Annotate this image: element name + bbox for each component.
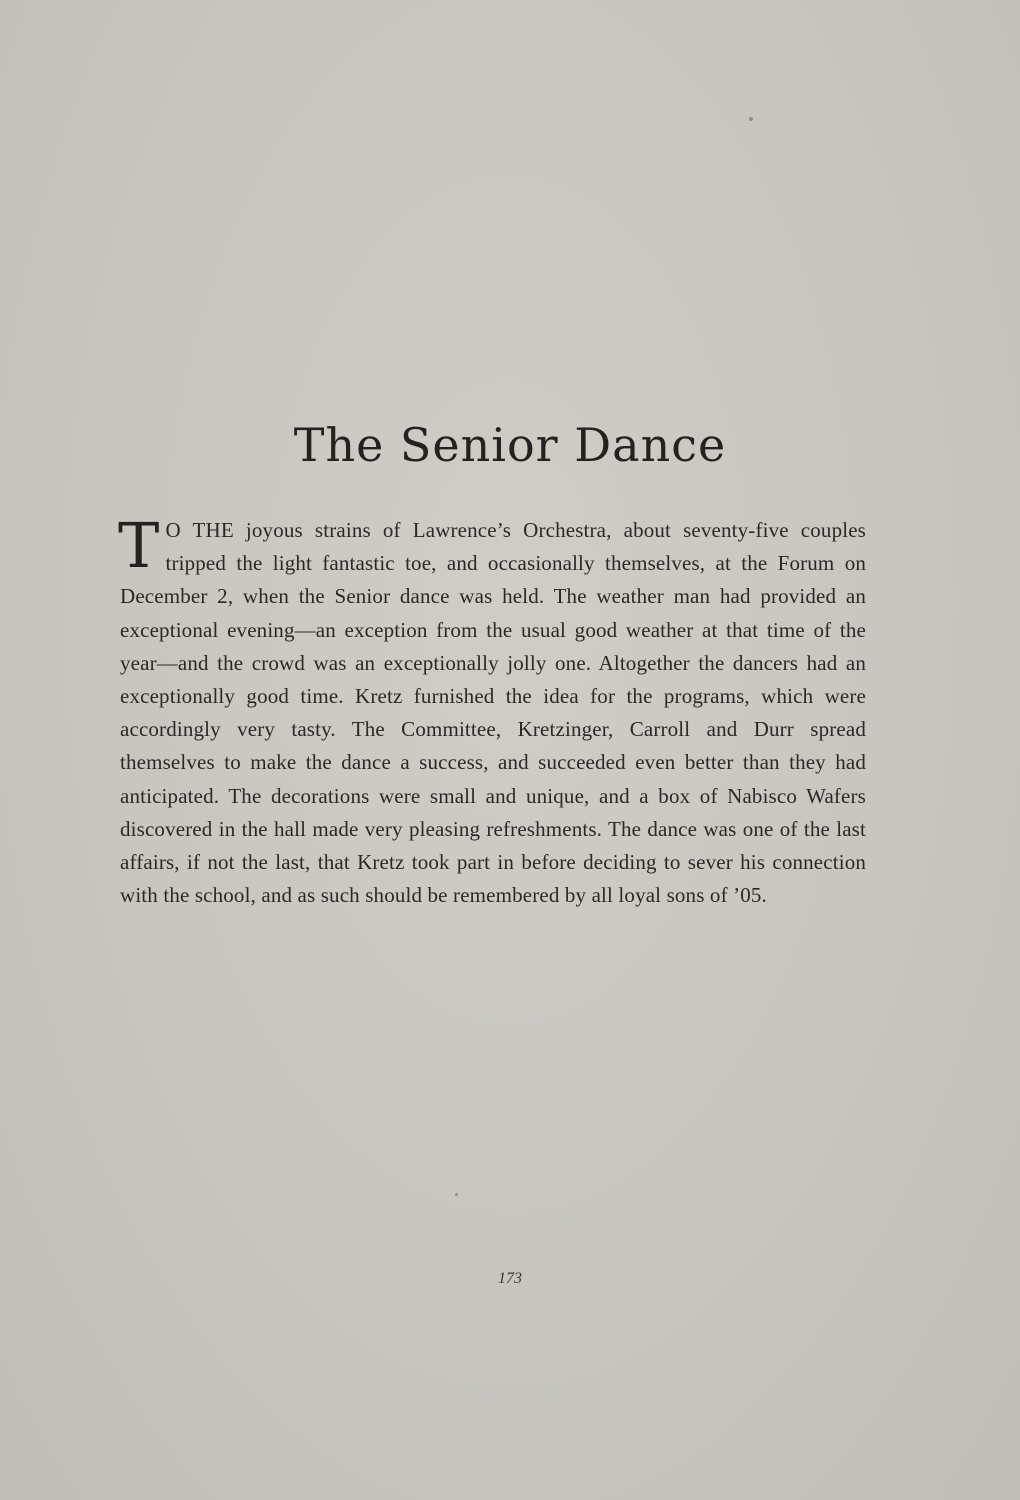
paper-speck <box>749 117 753 121</box>
page-number: 173 <box>498 1270 522 1287</box>
article-body: O THE joyous strains of Lawrence’s Orchestra, about seventy-five couples tripped the light fantastic toe, and occasionally themselves, at the Forum on December 2, when the Senior dance was held. The weather man had provided an exceptional evening—an exception from the usual good weather at that time of the year—and the crowd was an exceptionally jolly one. Altogether the dancers had an exceptionally good time. Kretz furnished the idea for the programs, which were accordingly very tasty. The Committee, Kretzinger, Carroll and Durr spread themselves to make the dance a success, and succeeded even better than they had anticipated. The decorations were small and unique, and a box of Nabisco Wafers discovered in the hall made very pleasing refreshments. The dance was one of the last affairs, if not the last, that Kretz took part in before deciding to sever his connection with the school, and as such should be remembered by all loyal sons of ’05. <box>120 518 866 908</box>
paper-speck <box>455 1193 458 1196</box>
drop-cap: T <box>118 509 160 582</box>
article-paragraph <box>118 509 866 912</box>
page-title: The Senior Dance <box>293 418 727 472</box>
